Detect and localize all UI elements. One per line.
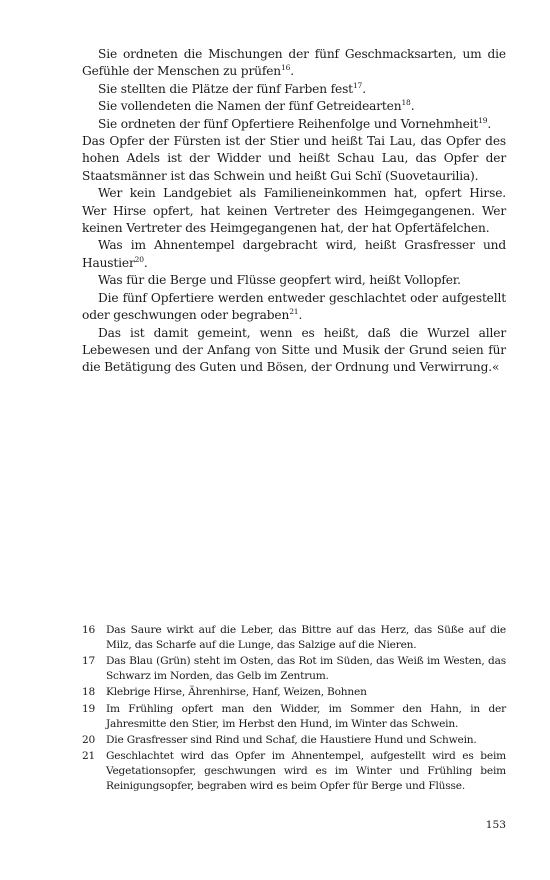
paragraph-8: Was für die Berge und Flüsse geopfert wird, heißt Vollopfer. [98, 273, 461, 288]
footnote-number: 16 [82, 624, 96, 636]
footnote [82, 654, 506, 684]
main-text [82, 46, 506, 377]
paragraph-9: Die fünf Opfertiere werden entweder geschlachtet oder aufgestellt oder geschwungen oder begraben$^{21}$. [82, 290, 506, 323]
footnote-number: 17 [82, 655, 96, 668]
footnote-text: Klebrige Hirse, Ährenhirse, Hanf, Weizen, Bohnen [106, 686, 367, 699]
footnote [82, 733, 506, 748]
footnote [82, 623, 506, 653]
paragraph-3: Sie vollendeten die Namen der fünf Getreidearten$^{18}$. [98, 98, 415, 114]
footnote-text: Geschlachtet wird das Opfer im Ahnentempel, aufgestellt wird es beim Vegetationsopfer, geschwungen wird es im Winter und Frühling beim Reinigungsopfer, begraben wird es beim Opfer für Berge und Flüsse. [106, 749, 506, 792]
paragraph-1: Sie ordneten die Mischungen der fünf Geschmacksarten, um die Gefühle der Menschen zu prüfen$^{16}$. [82, 47, 506, 79]
footnote-ref-16: 16 [280, 63, 291, 73]
paragraph-6: Wer kein Landgebiet als Familieneinkommen hat, opfert Hirse. Wer Hirse opfert, hat keinen Vertreter des Heimgegangenen. Wer keinen Vertreter des Heimgegangenen hat, der hat Opfertäfelchen. [82, 186, 506, 236]
paragraph-7: Was im Ahnentempel dargebracht wird, heißt Grasfresser und Haustier$^{20}$. [82, 238, 506, 270]
footnote-ref-21: 21 [289, 307, 299, 317]
page-number: 153 [485, 819, 506, 831]
paragraph-text: Was im Ahnentempel dargebracht wird, heißt Grasfresser und Haustier [82, 238, 506, 270]
footnote-text: Im Frühling opfert man den Widder, im Sommer den Hahn, in der Jahresmitte den Stier, im Herbst den Hund, im Winter das Schwein. [106, 702, 506, 730]
paragraph-4: Sie ordneten der fünf Opfertiere Reihenfolge und Vornehmheit$^{19}$. [98, 115, 492, 131]
footnote [82, 749, 506, 794]
paragraph-text: Sie ordneten die Mischungen der fünf Geschmacksarten, um die Gefühle der Menschen zu prüfen [82, 47, 506, 79]
footnote [82, 685, 506, 700]
footnote-text: Die Grasfresser sind Rind und Schaf, die Haustiere Hund und Schwein. [106, 733, 477, 746]
paragraph-text: Sie vollendeten die Namen der fünf Getreidearten [98, 99, 402, 114]
footnote-number: 21 [82, 749, 96, 762]
paragraph-text: Die fünf Opfertiere werden entweder geschlachtet oder aufgestellt oder geschwungen oder begraben [82, 290, 506, 323]
footnote-number: 20 [82, 733, 96, 746]
footnotes [82, 623, 506, 795]
paragraph-2: Sie stellten die Plätze der fünf Farben fest$^{17}$. [98, 80, 366, 96]
paragraph-text: Sie stellten die Plätze der fünf Farben fest [98, 81, 353, 96]
footnote-text: Das Saure wirkt auf die Leber, das Bittre auf das Herz, das Süße auf die Milz, das Scharfe auf die Lunge, das Salzige auf die Nieren. [106, 624, 506, 651]
footnote-ref-20: 20 [134, 254, 144, 264]
footnote-ref-17: 17 [352, 80, 363, 90]
footnote-ref-18: 18 [401, 98, 411, 108]
footnote-text: Das Blau (Grün) steht im Osten, das Rot im Süden, das Weiß im Westen, das Schwarz im Norden, das Gelb im Zentrum. [106, 655, 506, 683]
footnote-ref-19: 19 [478, 115, 488, 125]
paragraph-text: Sie ordneten der fünf Opfertiere Reihenfolge und Vornehmheit [98, 116, 479, 131]
paragraph-5: Das Opfer der Fürsten ist der Stier und heißt Tai Lau, das Opfer des hohen Adels ist der Widder und heißt Schau Lau, das Opfer der Staatsmänner ist das Schwein und heißt Gui Schï (Suovetaurilia). [82, 134, 506, 183]
footnote-number: 19 [82, 702, 96, 715]
paragraph-10: Das ist damit gemeint, wenn es heißt, daß die Wurzel aller Lebewesen und der Anfang von Sitte und Musik der Grund seien für die Betätigung des Guten und Bösen, der Ordnung und Verwirrung.« [82, 325, 506, 375]
footnote-number: 18 [82, 686, 96, 699]
footnote [82, 702, 506, 732]
